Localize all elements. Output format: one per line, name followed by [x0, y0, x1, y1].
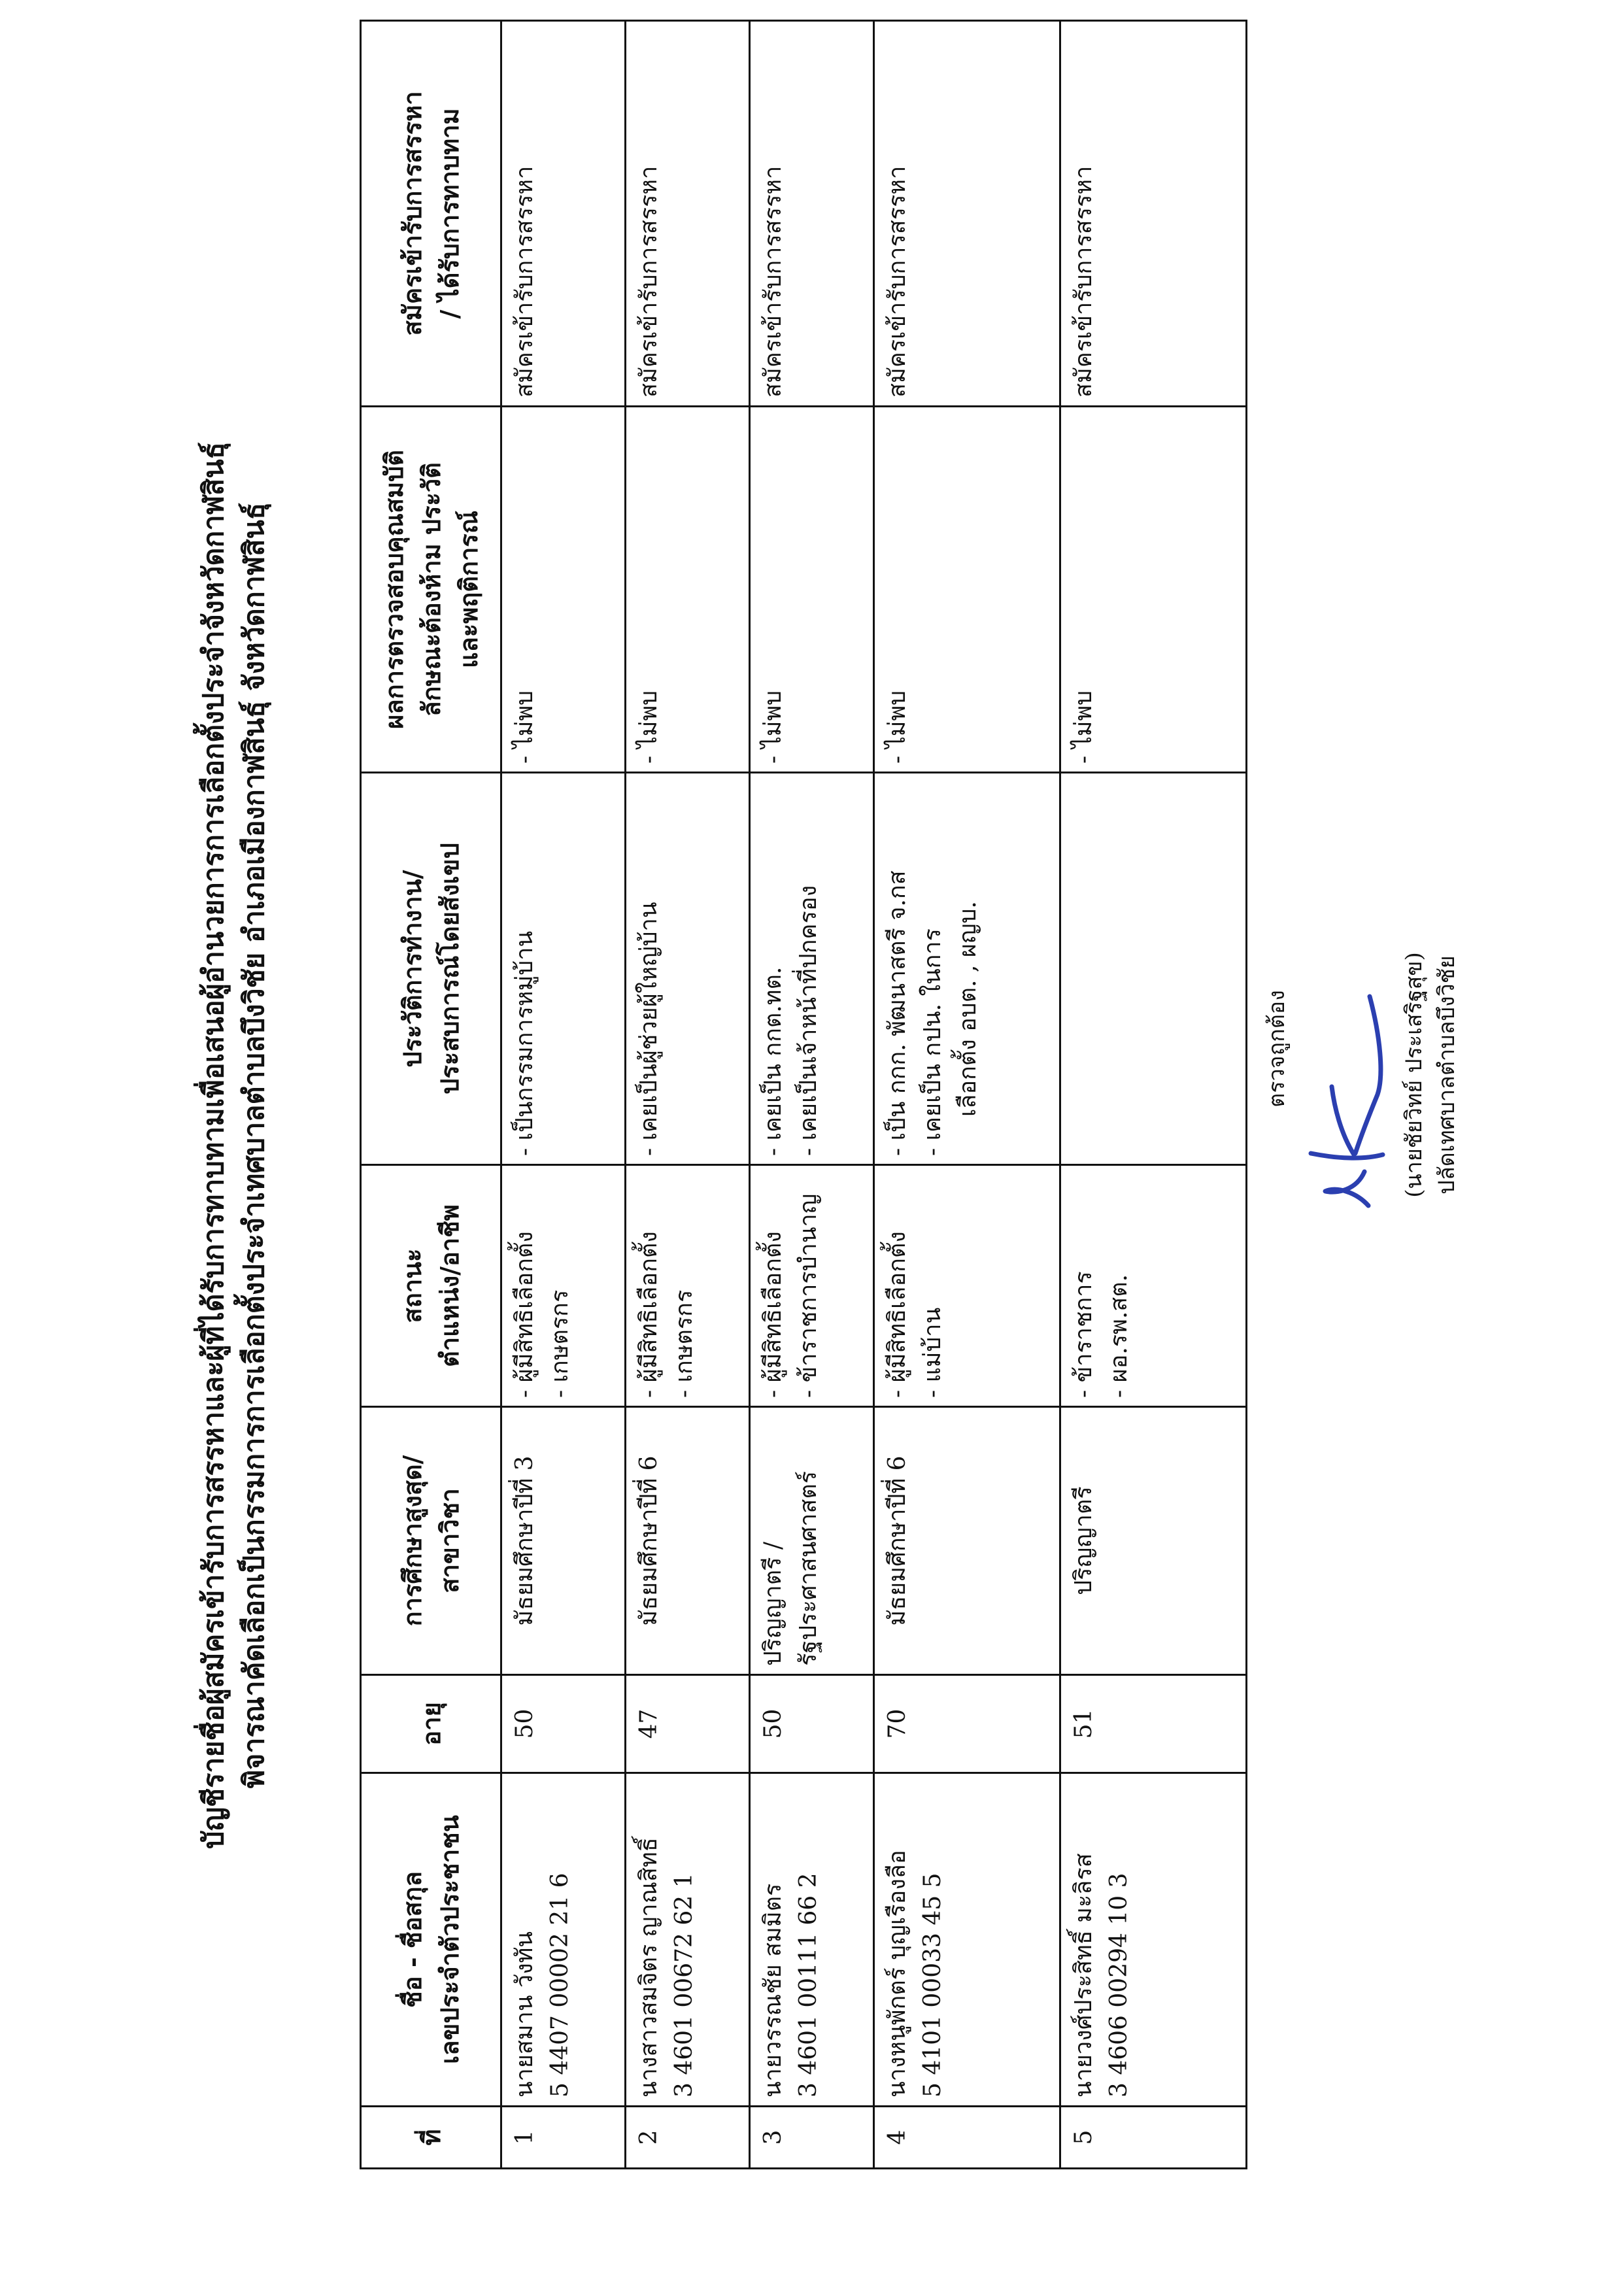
table-row — [501, 21, 626, 2169]
row-check: - ไม่พบ — [880, 415, 915, 764]
row-status-cell — [501, 1165, 626, 1407]
signature-stroke — [1311, 996, 1383, 1206]
header-name-line: เลขประจำตัวประชาชน — [435, 1815, 464, 2064]
row-experience-line: - เคยเป็น กกต.ทต. — [756, 781, 791, 1156]
row-status-line: - เกษตรกร — [667, 1174, 702, 1398]
row-age: 47 — [626, 1675, 750, 1773]
row-id-number: 3 4601 00672 62 1 — [671, 1873, 698, 2097]
header-age: อายุ — [361, 1675, 501, 1773]
row-status-cell — [626, 1165, 750, 1407]
table-row — [874, 21, 1060, 2169]
header-education — [361, 1407, 501, 1675]
row-education: ปริญญาตรี — [1070, 1486, 1097, 1595]
row-education-cell — [501, 1407, 626, 1675]
row-id-number: 3 4601 00111 66 2 — [795, 1873, 822, 2097]
row-experience-line: เลือกตั้ง อบต. , ผญบ. — [955, 901, 981, 1117]
header-name — [361, 1773, 501, 2107]
row-status-cell — [750, 1165, 874, 1407]
row-experience-cell — [1060, 773, 1247, 1165]
row-age: 51 — [1060, 1675, 1247, 1773]
document-title-line-1: บัญชีรายชื่อผู้สมัครเข้ารับการสรรหาและผู้ที่ได้รับการทาบทามเพื่อเสนอผู้อำนวยการการเลือกตั้งประจำจังหวัดกาฬสินธุ์ — [197, 442, 230, 1849]
table-row — [626, 21, 750, 2169]
row-type: สมัครเข้ารับการสรรหา — [1070, 165, 1097, 398]
header-status-line: ตำแหน่ง/อาชีพ — [435, 1204, 464, 1367]
row-status-line: - ผอ.รพ.สต. — [1102, 1174, 1137, 1398]
row-check-cell — [501, 407, 626, 773]
row-no: 2 — [626, 2107, 750, 2169]
header-no: ที่ — [361, 2107, 501, 2169]
row-status-line: - แม่บ้าน — [915, 1174, 951, 1398]
row-check: - ไม่พบ — [1066, 415, 1102, 764]
header-row — [361, 21, 501, 2169]
row-experience-cell — [626, 773, 750, 1165]
signature-mark — [1291, 957, 1396, 1232]
row-name-cell — [750, 1773, 874, 2107]
row-status-line: - ผู้มีสิทธิเลือกตั้ง — [632, 1174, 667, 1398]
row-status-line: - ผู้มีสิทธิเลือกตั้ง — [880, 1174, 915, 1398]
document-title-line-2: พิจารณาคัดเลือกเป็นกรรมการการเลือกตั้งประจำเทศบาลตำบลบึงวิชัย อำเภอเมืองกาฬสินธุ์ จังหวัดกาฬสินธุ์ — [238, 502, 271, 1789]
row-education: ปริญญาตรี / — [760, 1541, 787, 1666]
row-experience-line: - เป็นกรรมการหมู่บ้าน — [507, 781, 543, 1156]
row-age: 70 — [874, 1675, 1060, 1773]
row-experience-cell — [501, 773, 626, 1165]
header-education-line: สาขาวิชา — [435, 1488, 464, 1593]
row-type: สมัครเข้ารับการสรรหา — [884, 165, 911, 398]
header-experience-line: ประสบการณ์โดยสังเขป — [435, 843, 464, 1095]
row-check: - ไม่พบ — [756, 415, 791, 764]
row-status-line: - ผู้มีสิทธิเลือกตั้ง — [507, 1174, 543, 1398]
row-status-line: - ข้าราชการ — [1066, 1174, 1102, 1398]
header-check — [361, 407, 501, 773]
row-education-cell — [1060, 1407, 1247, 1675]
row-education-cell — [750, 1407, 874, 1675]
row-name: นายสมาน วังทัน — [511, 1931, 538, 2097]
row-type-cell — [874, 21, 1060, 407]
row-id-number: 5 4407 00002 21 6 — [547, 1873, 573, 2097]
header-check-line: และพฤติการณ์ — [453, 511, 483, 668]
candidate-table-wrap — [360, 22, 1245, 2169]
row-experience-cell — [874, 773, 1060, 1165]
row-education: มัธยมศึกษาปีที่ 6 — [635, 1455, 662, 1626]
row-status-line: - เกษตรกร — [543, 1174, 578, 1398]
header-status — [361, 1165, 501, 1407]
row-experience-line: - เคยเป็นผู้ช่วยผู้ใหญ่บ้าน — [632, 781, 667, 1156]
row-type-cell — [750, 21, 874, 407]
candidate-table — [360, 20, 1247, 2169]
header-type-line: สมัครเข้ารับการสรรหา — [398, 91, 427, 336]
row-experience-line: - เคยเป็นเจ้าหน้าที่ปกครอง — [791, 781, 826, 1156]
table-row — [750, 21, 874, 2169]
header-check-line: ผลการตรวจสอบคุณสมบัติ — [379, 450, 409, 729]
row-experience-line: - เป็น กกก. พัฒนาสตรี จ.กส — [880, 781, 915, 1156]
row-name-cell — [1060, 1773, 1247, 2107]
row-check-cell — [874, 407, 1060, 773]
header-experience — [361, 773, 501, 1165]
header-type-line: / ได้รับการทาบทาม — [435, 108, 464, 319]
row-no: 1 — [501, 2107, 626, 2169]
row-name: นางสาวสมจิตร ญาณสิทธิ์ — [635, 1837, 662, 2097]
row-check: - ไม่พบ — [507, 415, 543, 764]
row-no: 4 — [874, 2107, 1060, 2169]
row-name-cell — [874, 1773, 1060, 2107]
row-status-line: - ผู้มีสิทธิเลือกตั้ง — [756, 1174, 791, 1398]
row-type-cell — [626, 21, 750, 407]
row-education: มัธยมศึกษาปีที่ 6 — [884, 1455, 911, 1626]
row-no: 5 — [1060, 2107, 1247, 2169]
header-check-line: ลักษณะต้องห้าม ประวัติ — [416, 462, 446, 717]
row-type-cell — [1060, 21, 1247, 407]
row-check-cell — [626, 407, 750, 773]
row-type: สมัครเข้ารับการสรรหา — [635, 165, 662, 398]
header-name-line: ชื่อ - ชื่อสกุล — [398, 1871, 427, 2008]
signer-name: (นายชัยวิทย์ ประเสริฐสุข) — [1401, 952, 1427, 1198]
row-type: สมัครเข้ารับการสรรหา — [760, 165, 787, 398]
row-status-line: - ข้าราชการบำนาญ — [791, 1174, 826, 1398]
header-status-line: สถานะ — [398, 1248, 427, 1323]
row-id-number: 3 4606 00294 10 3 — [1106, 1873, 1132, 2097]
header-type — [361, 21, 501, 407]
row-education: รัฐประศาสนศาสตร์ — [795, 1470, 822, 1666]
row-education: มัธยมศึกษาปีที่ 3 — [511, 1455, 538, 1626]
header-education-line: การศึกษาสูงสุด/ — [398, 1455, 427, 1627]
row-id-number: 5 4101 00033 45 5 — [919, 1873, 946, 2097]
row-name-cell — [626, 1773, 750, 2107]
row-check: - ไม่พบ — [632, 415, 667, 764]
table-row — [1060, 21, 1247, 2169]
row-status-cell — [1060, 1165, 1247, 1407]
signer-position: ปลัดเทศบาลตำบลบึงวิชัย — [1434, 955, 1460, 1195]
verified-label: ตรวจถูกต้อง — [1264, 990, 1290, 1108]
row-education-cell — [626, 1407, 750, 1675]
row-experience-line: - เคยเป็น กปน. ในการ — [915, 781, 951, 1156]
row-no: 3 — [750, 2107, 874, 2169]
row-name: นางหนูพักตร์ บุญเรืองลือ — [884, 1850, 911, 2097]
row-status-cell — [874, 1165, 1060, 1407]
row-age: 50 — [501, 1675, 626, 1773]
row-type-cell — [501, 21, 626, 407]
row-name: นายวงศ์ประสิทธิ์ มะลิรส — [1070, 1853, 1097, 2097]
row-check-cell — [750, 407, 874, 773]
row-name-cell — [501, 1773, 626, 2107]
row-experience-cell — [750, 773, 874, 1165]
row-type: สมัครเข้ารับการสรรหา — [511, 165, 538, 398]
row-check-cell — [1060, 407, 1247, 773]
header-experience-line: ประวัติการทำงาน/ — [398, 870, 427, 1068]
row-age: 50 — [750, 1675, 874, 1773]
row-name: นายวรรณชัย สมมิตร — [760, 1883, 787, 2097]
row-education-cell — [874, 1407, 1060, 1675]
